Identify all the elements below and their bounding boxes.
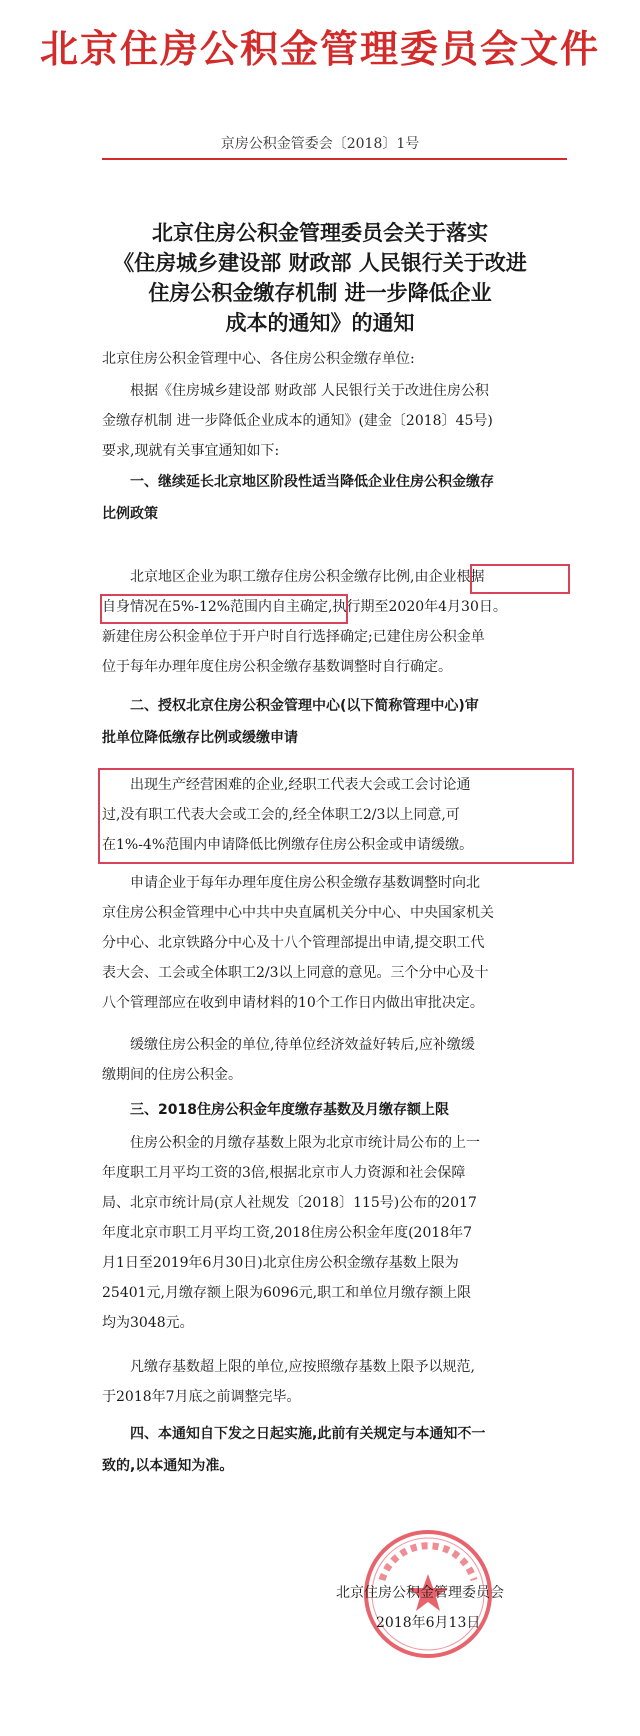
notice-title <box>60 218 580 338</box>
paragraph-line: 出现生产经营困难的企业,经职工代表大会或工会讨论通 <box>102 777 471 793</box>
paragraph-line: 分中心、北京铁路分中心及十八个管理部提出申请,提交职工代 <box>102 935 485 951</box>
paragraph-line: 缓缴住房公积金的单位,待单位经济效益好转后,应补缴缓 <box>102 1037 475 1053</box>
heading-line: 二、授权北京住房公积金管理中心(以下简称管理中心)审 <box>102 698 479 714</box>
paragraph-line: 京住房公积金管理中心中共中央直属机关分中心、中央国家机关 <box>102 905 494 921</box>
section-2-heading <box>102 690 572 754</box>
paragraph-line: 局、北京市统计局(京人社规发〔2018〕115号)公布的2017 <box>102 1195 477 1211</box>
heading-line: 一、继续延长北京地区阶段性适当降低企业住房公积金缴存 <box>102 474 494 490</box>
header-divider <box>102 158 567 160</box>
section-4-heading <box>102 1418 572 1482</box>
recipient-line <box>102 344 572 374</box>
section-1-heading <box>102 466 572 530</box>
heading-line: 三、2018住房公积金年度缴存基数及月缴存额上限 <box>102 1102 449 1118</box>
notice-title-line: 成本的通知》的通知 <box>225 310 415 335</box>
heading-line: 致的,以本通知为准。 <box>102 1458 234 1474</box>
section-3-paragraph-1 <box>102 1128 572 1338</box>
section-2-paragraph-2 <box>102 868 572 1018</box>
recipient-text: 北京住房公积金管理中心、各住房公积金缴存单位: <box>102 351 415 367</box>
paragraph-line: 金缴存机制 进一步降低企业成本的通知》(建金〔2018〕45号) <box>102 413 493 429</box>
highlight-box-section-2 <box>98 768 574 864</box>
paragraph-line: 要求,现就有关事宜通知如下: <box>102 443 280 459</box>
paragraph-line: 新建住房公积金单位于开户时自行选择确定;已建住房公积金单 <box>102 629 485 645</box>
paragraph-line: 八个管理部应在收到申请材料的10个工作日内做出审批决定。 <box>102 995 484 1011</box>
paragraph-line: 缴期间的住房公积金。 <box>102 1067 242 1083</box>
paragraph-line: 月1日至2019年6月30日)北京住房公积金缴存基数上限为 <box>102 1255 459 1271</box>
section-3-paragraph-2 <box>102 1352 572 1412</box>
document-header-title: 北京住房公积金管理委员会文件 <box>39 26 600 71</box>
highlight-box-section-1-a <box>470 564 570 594</box>
section-3-heading <box>102 1094 572 1126</box>
paragraph-line: 位于每年办理年度住房公积金缴存基数调整时自行确定。 <box>102 659 452 675</box>
paragraph-line: 住房公积金的月缴存基数上限为北京市统计局公布的上一 <box>102 1135 480 1151</box>
notice-title-line: 《住房城乡建设部 财政部 人民银行关于改进 <box>113 250 527 275</box>
paragraph-line: 自身情况在5%-12%范围内自主确定,执行期至2020年4月30日。 <box>102 599 507 615</box>
paragraph-line: 25401元,月缴存额上限为6096元,职工和单位月缴存额上限 <box>102 1285 472 1301</box>
paragraph-line: 北京地区企业为职工缴存住房公积金缴存比例,由企业根据 <box>102 569 485 585</box>
intro-paragraph <box>102 376 572 466</box>
signature-organization: 北京住房公积金管理委员会 <box>336 1585 504 1601</box>
signature-date: 2018年6月13日 <box>376 1615 481 1631</box>
paragraph-line: 均为3048元。 <box>102 1315 194 1331</box>
highlight-box-section-1-b <box>100 594 348 624</box>
paragraph-line: 表大会、工会或全体职工2/3以上同意的意见。三个分中心及十 <box>102 965 489 981</box>
notice-title-line: 北京住房公积金管理委员会关于落实 <box>152 220 488 245</box>
paragraph-line: 在1%-4%范围内申请降低比例缴存住房公积金或申请缓缴。 <box>102 837 474 853</box>
paragraph-line: 于2018年7月底之前调整完毕。 <box>102 1389 301 1405</box>
paragraph-line: 凡缴存基数超上限的单位,应按照缴存基数上限予以规范, <box>102 1359 475 1375</box>
paragraph-line: 年度职工月平均工资的3倍,根据北京市人力资源和社会保障 <box>102 1165 466 1181</box>
heading-line: 批单位降低缴存比例或缓缴申请 <box>102 730 298 746</box>
paragraph-line: 过,没有职工代表大会或工会的,经全体职工2/3以上同意,可 <box>102 807 460 823</box>
paragraph-line: 根据《住房城乡建设部 财政部 人民银行关于改进住房公积 <box>102 383 489 399</box>
heading-line: 四、本通知自下发之日起实施,此前有关规定与本通知不一 <box>102 1426 486 1442</box>
paragraph-line: 年度北京市职工月平均工资,2018住房公积金年度(2018年7 <box>102 1225 473 1241</box>
document-number: 京房公积金管委会〔2018〕1号 <box>220 136 420 152</box>
notice-title-line: 住房公积金缴存机制 进一步降低企业 <box>148 280 492 305</box>
paragraph-line: 申请企业于每年办理年度住房公积金缴存基数调整时向北 <box>102 875 480 891</box>
heading-line: 比例政策 <box>102 506 158 522</box>
section-2-paragraph-3 <box>102 1030 572 1090</box>
